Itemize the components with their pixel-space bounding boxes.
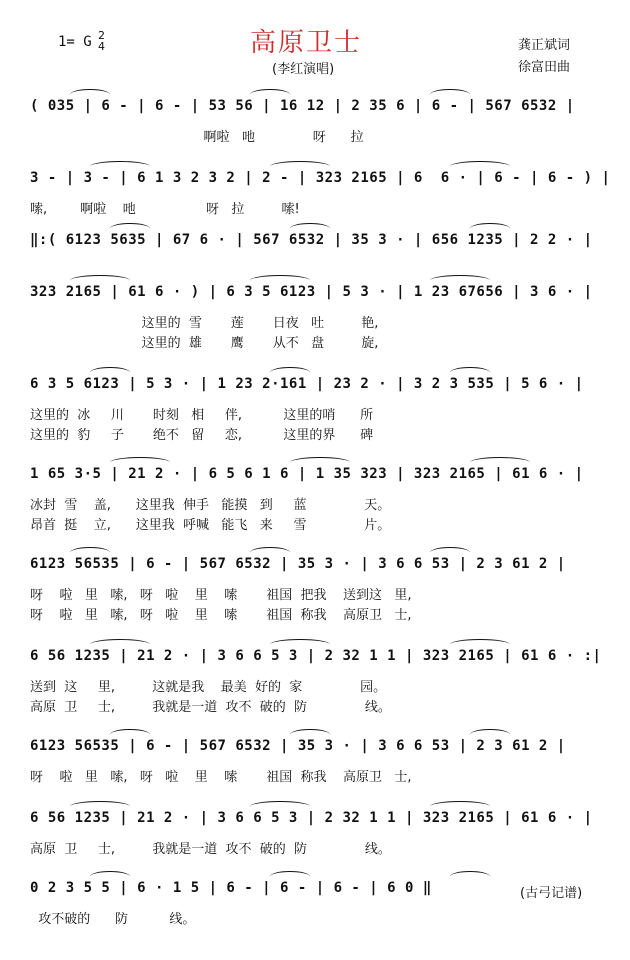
lyric-line: 呀 啦 里 嗦, 呀 啦 里 嗦 祖国 称我 高原卫 士, <box>30 770 412 785</box>
slur-mark <box>250 801 310 812</box>
slur-mark <box>90 639 150 650</box>
slur-mark <box>430 547 470 558</box>
score-system <box>30 738 608 790</box>
notation-line: 6123 56535 | 6 - | 567 6532 | 35 3 · | 3 6 6 53 | 2 3 61 2 | <box>30 738 566 754</box>
song-header <box>0 0 630 84</box>
slur-mark <box>270 871 310 882</box>
slur-mark <box>450 367 490 378</box>
slur-mark <box>270 639 330 650</box>
score-system <box>30 556 608 630</box>
slur-mark <box>450 871 490 882</box>
score-system <box>30 284 608 358</box>
slur-mark <box>430 801 490 812</box>
lyric-line: 昂首 挺 立, 这里我 呼喊 能飞 来 雪 片。 <box>30 518 391 533</box>
slur-mark <box>290 223 330 234</box>
lyric-line: 高原 卫 士, 我就是一道 攻不 破的 防 线。 <box>30 700 391 715</box>
lyric-line: 这里的 冰 川 时刻 相 伴, 这里的哨 所 <box>30 408 374 423</box>
lyric-line: 这里的 雄 鹰 从不 盘 旋, <box>30 336 379 351</box>
slur-mark <box>450 639 510 650</box>
scribe-credit: (古弓记谱) <box>520 886 583 901</box>
slur-mark <box>430 89 470 100</box>
lyric-line: 这里的 雪 莲 日夜 吐 艳, <box>30 316 379 331</box>
slur-mark <box>470 457 530 468</box>
slur-mark <box>110 457 170 468</box>
lyric-line: 这里的 豹 子 绝不 留 恋, 这里的界 碑 <box>30 428 374 443</box>
lyric-line: 呀 啦 里 嗦, 呀 啦 里 嗦 祖国 把我 送到这 里, <box>30 588 412 603</box>
slur-mark <box>450 161 510 172</box>
slur-mark <box>250 89 290 100</box>
slur-mark <box>430 275 490 286</box>
notation-line: 6 3 5 6123 | 5 3 · | 1 23 2·161 | 23 2 · | 3 2 3 535 | 5 6 · | <box>30 376 584 392</box>
notation-line: 323 2165 | 61 6 · ) | 6 3 5 6123 | 5 3 · | 1 23 67656 | 3 6 · | <box>30 284 593 300</box>
lyric-line: 呀 啦 里 嗦, 呀 啦 里 嗦 祖国 称我 高原卫 士, <box>30 608 412 623</box>
lyricist-credit: 龚正斌词 <box>518 38 571 53</box>
slur-mark <box>250 275 310 286</box>
slur-mark <box>110 729 150 740</box>
lyric-line: 高原 卫 士, 我就是一道 攻不 破的 防 线。 <box>30 842 391 857</box>
notation-line: 1 65 3·5 | 21 2 · | 6 5 6 1 6 | 1 35 323 | 323 2165 | 61 6 · | <box>30 466 584 482</box>
notation-line: ( 035 | 6 - | 6 - | 53 56 | 16 12 | 2 35 6 | 6 - | 567 6532 | <box>30 98 575 114</box>
score-system <box>30 648 608 722</box>
time-signature-top: 2 <box>98 29 105 42</box>
time-signature-bottom: 4 <box>98 40 105 53</box>
slur-mark <box>90 367 130 378</box>
slur-mark <box>90 871 130 882</box>
notation-line: 6 56 1235 | 21 2 · | 3 6 6 5 3 | 2 32 1 1 | 323 2165 | 61 6 · :| <box>30 648 602 664</box>
lyric-line: 攻不破的 防 线。 <box>30 912 196 927</box>
notation-line: 3 - | 3 - | 6 1 3 2 3 2 | 2 - | 323 2165 | 6 6 · | 6 - | 6 - ) | <box>30 170 611 186</box>
slur-mark <box>90 161 150 172</box>
score-system <box>30 98 608 150</box>
slur-mark <box>70 275 130 286</box>
slur-mark <box>250 547 290 558</box>
slur-mark <box>470 223 510 234</box>
performer-credit: (李红演唱) <box>272 62 335 77</box>
notation-line: 0 2 3 5 5 | 6 · 1 5 | 6 - | 6 - | 6 - | 6 0 ‖ <box>30 880 432 896</box>
score-system <box>30 810 608 862</box>
slur-mark <box>110 223 150 234</box>
notation-line: ‖:( 6123 5635 | 67 6 · | 567 6532 | 35 3 · | 656 1235 | 2 2 · | <box>30 232 593 248</box>
slur-mark <box>70 547 110 558</box>
score-system <box>30 466 608 540</box>
song-title: 高原卫士 <box>250 28 363 58</box>
slur-mark <box>470 729 510 740</box>
notation-line: 6123 56535 | 6 - | 567 6532 | 35 3 · | 3 6 6 53 | 2 3 61 2 | <box>30 556 566 572</box>
key-signature: 1= G <box>58 34 92 50</box>
slur-mark <box>270 367 310 378</box>
score-system <box>30 376 608 450</box>
slur-mark <box>70 89 110 100</box>
slur-mark <box>70 801 130 812</box>
lyric-line: 啊啦 吔 呀 拉 <box>30 130 364 145</box>
composer-credit: 徐富田曲 <box>518 60 571 75</box>
slur-mark <box>290 729 330 740</box>
lyric-line: 送到 这 里, 这就是我 最美 好的 家 园。 <box>30 680 387 695</box>
slur-mark <box>270 161 330 172</box>
score-system <box>30 170 611 222</box>
lyric-line: 冰封 雪 盖, 这里我 伸手 能摸 到 蓝 天。 <box>30 498 391 513</box>
slur-mark <box>290 457 350 468</box>
time-signature <box>98 30 105 52</box>
notation-line: 6 56 1235 | 21 2 · | 3 6 6 5 3 | 2 32 1 1 | 323 2165 | 61 6 · | <box>30 810 593 826</box>
lyric-line: 嗦, 啊啦 吔 呀 拉 嗦! <box>30 202 300 217</box>
